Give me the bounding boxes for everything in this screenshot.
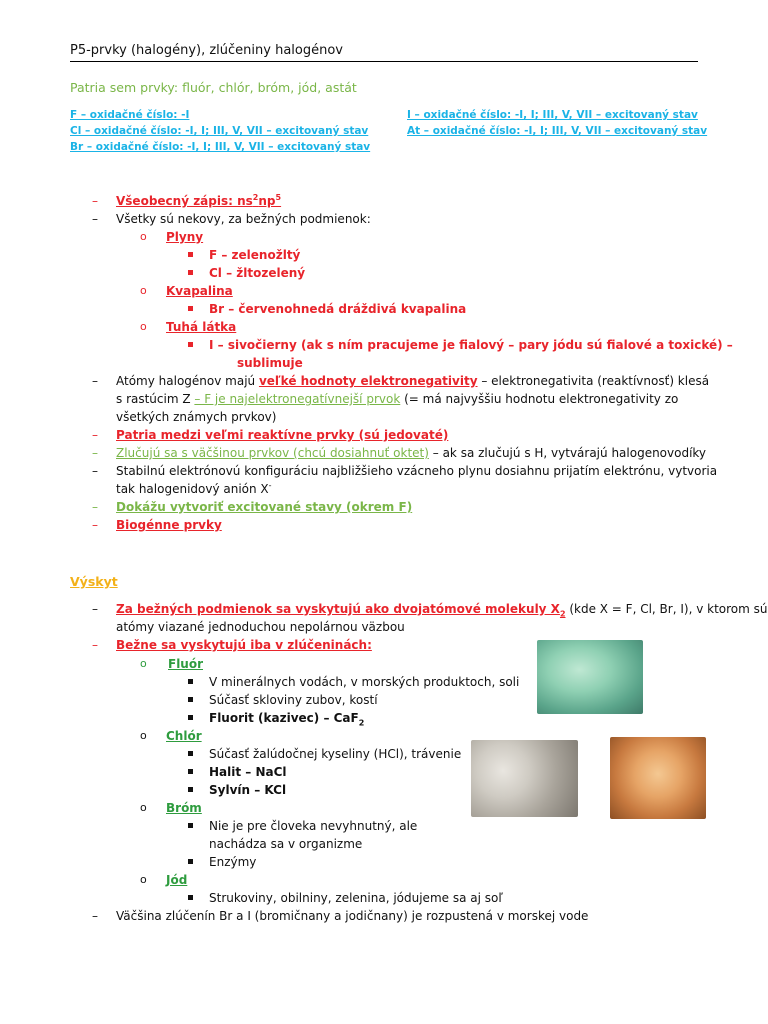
stable-config-line1: Stabilnú elektrónovú konfiguráciu najbližšieho vzácneho plynu dosiahnu prijatím elektrónu, vytvoria xyxy=(116,464,718,478)
chlor-item-1: Súčasť žalúdočnej kyseliny (HCl), trávenie xyxy=(209,747,462,761)
bullet-circle: o xyxy=(140,230,147,243)
bullet-dash: – xyxy=(92,602,98,616)
bullet-circle: o xyxy=(140,320,147,333)
title-underline xyxy=(70,61,698,62)
compounds-line: Bežne sa vyskytujú iba v zlúčeninách: xyxy=(116,638,372,652)
bullet-dash: – xyxy=(92,374,98,388)
intro-line: Patria sem prvky: fluór, chlór, bróm, jód, astát xyxy=(70,80,357,95)
bullet-square xyxy=(188,787,193,792)
bullet-square xyxy=(188,859,193,864)
bullet-square xyxy=(188,895,193,900)
bullet-circle: o xyxy=(140,873,147,886)
bullet-circle: o xyxy=(140,729,147,742)
bullet-square xyxy=(188,823,193,828)
oxidation-i: I – oxidačné číslo: -I, I; III, V, VII – excitovaný stav xyxy=(407,109,698,121)
brom-item-1: Nie je pre človeka nevyhnutný, ale xyxy=(209,819,418,833)
bullet-dash: – xyxy=(92,518,98,532)
seawater-line: Väčšina zlúčenín Br a I (bromičnany a jodičnany) je rozpustená v morskej vode xyxy=(116,909,589,923)
halite-mineral-image xyxy=(471,740,578,817)
i-color-line1: I – sivočierny (ak s ním pracujeme je fialový – pary jódu sú fialové a toxické) – xyxy=(209,338,733,352)
bullet-circle: o xyxy=(140,284,147,297)
bullet-circle: o xyxy=(140,657,147,670)
label-fluor: Fluór xyxy=(168,657,204,671)
cl-color: Cl – žltozelený xyxy=(209,266,306,280)
label-brom: Bróm xyxy=(166,801,202,815)
bullet-square xyxy=(188,751,193,756)
bullet-square xyxy=(188,306,193,311)
excited-line: Dokážu vytvoriť excitované stavy (okrem F) xyxy=(116,500,413,514)
fluor-item-1: V minerálnych vodách, v morských produktoch, soli xyxy=(209,675,520,689)
bullet-dash: – xyxy=(92,909,98,923)
bullet-dash: – xyxy=(92,638,98,652)
diatomic-line2: atómy viazané jednoduchou nepolárnou väzbou xyxy=(116,620,405,634)
bullet-circle: o xyxy=(140,801,147,814)
brom-item-2: Enzýmy xyxy=(209,855,257,869)
electronegativity-line1: Atómy halogénov majú veľké hodnoty elektronegativity – elektronegativita (reaktívnosť) klesá xyxy=(116,374,710,388)
chlor-item-2: Halit – NaCl xyxy=(209,765,287,779)
sylvite-mineral-image xyxy=(610,737,706,819)
i-color-line2: sublimuje xyxy=(237,356,303,370)
diatomic-line1: Za bežných podmienok sa vyskytujú ako dvojatómové molekuly $X_2$ (kde X = F, Cl, Br, I), v ktorom sú xyxy=(116,602,768,619)
electronegativity-line2: s rastúcim Z – F je najelektronegatívnejší prvok (= má najvyššiu hodnotu elektronegativity zo xyxy=(116,392,679,406)
jod-item-1: Strukoviny, obilniny, zelenina, jódujeme sa aj soľ xyxy=(209,891,503,905)
stable-config-line2: tak halogenidový anión X- xyxy=(116,481,272,496)
br-color: Br – červenohnedá dráždivá kvapalina xyxy=(209,302,467,316)
label-tuha: Tuhá látka xyxy=(166,320,237,334)
bullet-dash: – xyxy=(92,446,98,460)
label-plyny: Plyny xyxy=(166,230,204,244)
bullet-square xyxy=(188,697,193,702)
fluorite-mineral-image xyxy=(537,640,643,714)
oxidation-f: F – oxidačné číslo: -I xyxy=(70,109,190,121)
combination-line: Zlučujú sa s väčšinou prvkov (chcú dosiahnuť oktet) – ak sa zlučujú s H, vytvárajú halogenovodíky xyxy=(116,446,707,460)
section-heading-vyskyt: Výskyt xyxy=(70,574,118,589)
oxidation-br: Br – oxidačné číslo: -I, I; III, V, VII – excitovaný stav xyxy=(70,141,371,153)
bullet-dash: – xyxy=(92,500,98,514)
fluor-item-3: Fluorit (kazivec) – CaF$_2$ xyxy=(209,711,365,728)
brom-item-1-cont: nachádza sa v organizme xyxy=(209,837,363,851)
bullet-square xyxy=(188,769,193,774)
bullet-dash: – xyxy=(92,212,98,226)
bullet-square xyxy=(188,715,193,720)
bullet-square xyxy=(188,679,193,684)
biogenic-line: Biogénne prvky xyxy=(116,518,222,532)
reactive-line: Patria medzi veľmi reaktívne prvky (sú jedovaté) xyxy=(116,428,449,442)
bullet-dash: – xyxy=(92,464,98,478)
oxidation-cl: Cl – oxidačné číslo: -I, I; III, V, VII – excitovaný stav xyxy=(70,125,369,137)
bullet-square xyxy=(188,342,193,347)
page-title: P5-prvky (halogény), zlúčeniny halogénov xyxy=(70,43,343,58)
bullet-square xyxy=(188,252,193,257)
label-chlor: Chlór xyxy=(166,729,202,743)
electronegativity-line3: všetkých známych prvkov) xyxy=(116,410,277,424)
label-jod: Jód xyxy=(166,873,188,887)
f-color: F – zelenožltý xyxy=(209,248,301,262)
bullet-dash: – xyxy=(92,194,98,208)
label-kvapalina: Kvapalina xyxy=(166,284,233,298)
oxidation-at: At – oxidačné číslo: -I, I; III, V, VII – excitovaný stav xyxy=(407,125,708,137)
fluor-item-2: Súčasť skloviny zubov, kostí xyxy=(209,693,378,707)
nonmetals-line: Všetky sú nekovy, za bežných podmienok: xyxy=(116,212,371,226)
general-formula: Všeobecný zápis: $ns^2np^5$ xyxy=(116,193,282,208)
bullet-dash: – xyxy=(92,428,98,442)
bullet-square xyxy=(188,270,193,275)
chlor-item-3: Sylvín – KCl xyxy=(209,783,287,797)
